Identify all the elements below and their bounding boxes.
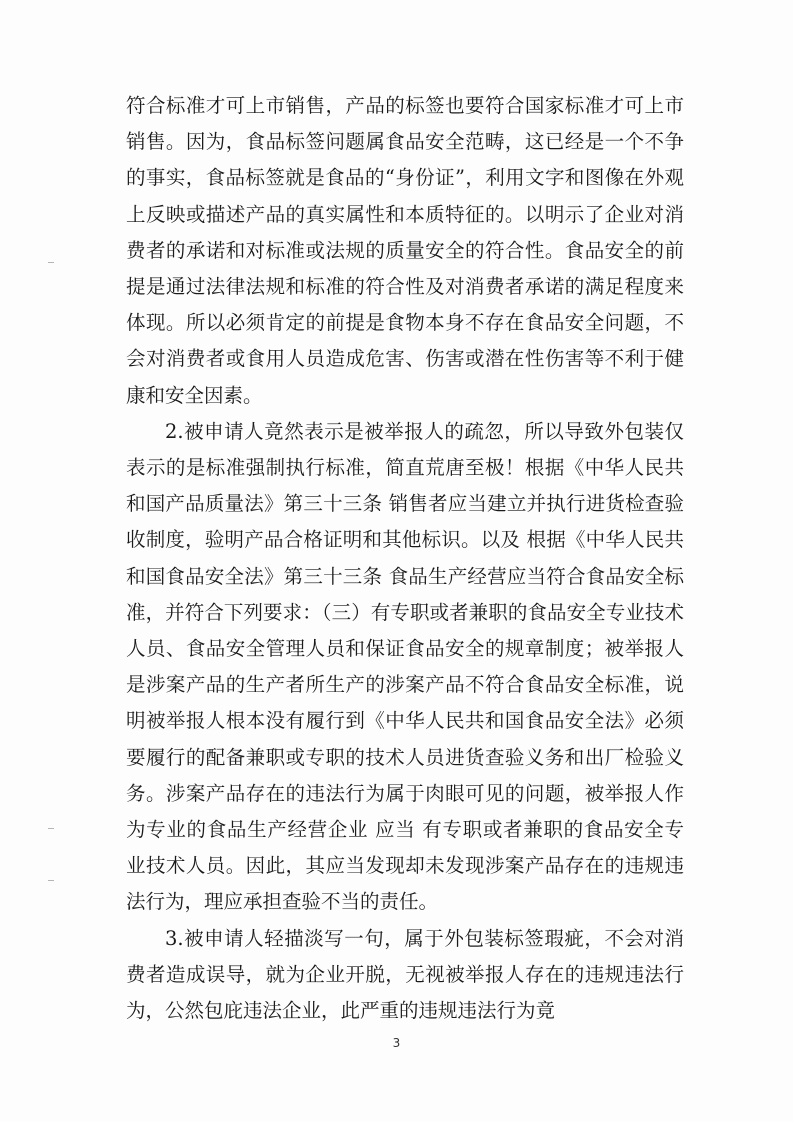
- scan-edge-mark: [48, 880, 54, 881]
- document-body: [126, 88, 684, 1029]
- paragraph-point-2: 2.被申请人竟然表示是被举报人的疏忽，所以导致外包装仅表示的是标准强制执行标准，简直荒唐至极！根据《中华人民共和国产品质量法》第三十三条 销售者应当建立并执行进货检查验收制度，验明产品合格证明和其他标识。以及 根据《中华人民共和国食品安全法》第三十三条 食品生产经营应当符合食品安全标准，并符合下列要求：（三）有专职或者兼职的食品安全专业技术人员、食品安全管理人员和保证食品安全的规章制度；被举报人是涉案产品的生产者所生产的涉案产品不符合食品安全标准，说明被举报人根本没有履行到《中华人民共和国食品安全法》必须要履行的配备兼职或专职的技术人员进货查验义务和出厂检验义务。涉案产品存在的违法行为属于肉眼可见的问题，被举报人作为专业的食品生产经营企业 应当 有专职或者兼职的食品安全专业技术人员。因此，其应当发现却未发现涉案产品存在的违规违法行为，理应承担查验不当的责任。: [126, 419, 684, 914]
- scan-edge-mark: [48, 262, 54, 263]
- paragraph-continuation: 符合标准才可上市销售，产品的标签也要符合国家标准才可上市销售。因为，食品标签问题属食品安全范畴，这已经是一个不争的事实，食品标签就是食品的“身份证”，利用文字和图像在外观上反映或描述产品的真实属性和本质特征的。以明示了企业对消费者的承诺和对标准或法规的质量安全的符合性。食品安全的前提是通过法律法规和标准的符合性及对消费者承诺的满足程度来体现。所以必须肯定的前提是食物本身不存在食品安全问题，不会对消费者或食用人员造成危害、伤害或潜在性伤害等不利于健康和安全因素。: [126, 94, 684, 407]
- paragraph-point-3: 3.被申请人轻描淡写一句，属于外包装标签瑕疵，不会对消费者造成误导，就为企业开脱，无视被举报人存在的违规违法行为，公然包庇违法企业，此严重的违规违法行为竟: [126, 926, 684, 1023]
- scan-edge-mark: [48, 828, 54, 829]
- page-number: 3: [392, 1036, 401, 1050]
